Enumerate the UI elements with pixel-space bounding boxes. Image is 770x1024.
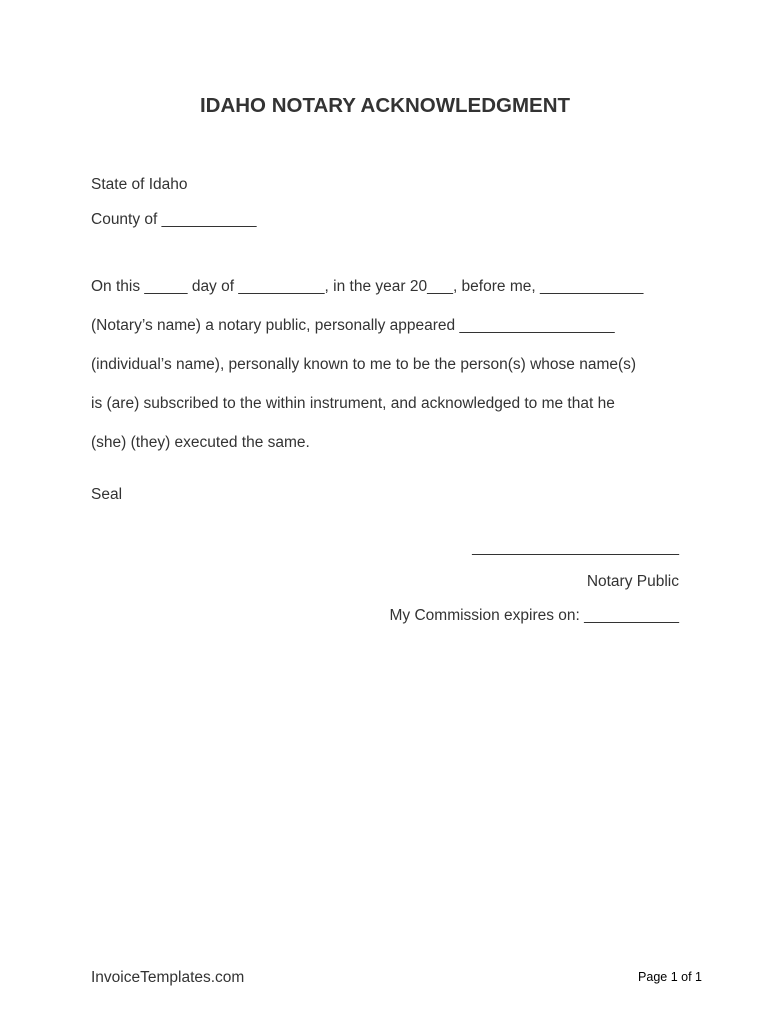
body-line-1: On this _____ day of __________, in the year 20___, before me, ____________ <box>91 278 644 295</box>
signature-line: ________________________ <box>472 539 679 556</box>
page-indicator: Page 1 of 1 <box>638 970 702 984</box>
body-line-3: (individual’s name), personally known to me to be the person(s) whose name(s) <box>91 356 637 373</box>
document-title: IDAHO NOTARY ACKNOWLEDGMENT <box>199 94 571 117</box>
body-line-5: (she) (they) executed the same. <box>91 434 310 451</box>
state-line: State of Idaho <box>91 176 188 193</box>
footer-source: InvoiceTemplates.com <box>91 969 245 986</box>
seal-label: Seal <box>91 486 123 503</box>
signer-title: Notary Public <box>586 573 679 590</box>
commission-expires-line: My Commission expires on: ___________ <box>389 607 679 624</box>
body-line-2: (Notary’s name) a notary public, personally appeared __________________ <box>91 317 615 334</box>
body-line-4: is (are) subscribed to the within instrument, and acknowledged to me that he <box>91 395 615 412</box>
county-line: County of ___________ <box>91 211 257 228</box>
